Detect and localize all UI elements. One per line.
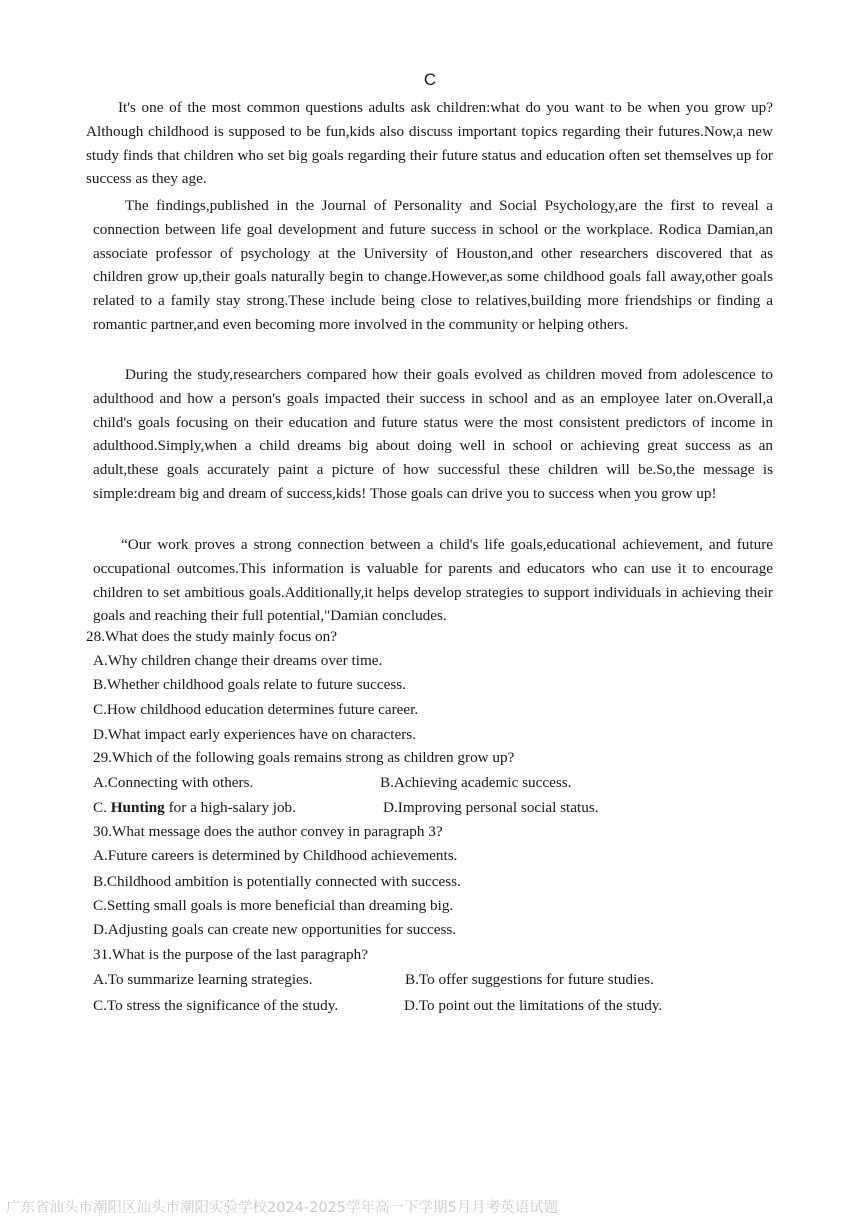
question-31-option-b: B.To offer suggestions for future studies. <box>405 971 654 988</box>
question-29-option-c <box>93 798 296 818</box>
question-29-option-c-bold: Hunting <box>110 799 165 816</box>
question-29-stem: 29.Which of the following goals remains strong as children grow up? <box>93 749 515 766</box>
question-28-option-c: C.How childhood education determines future career. <box>93 701 419 718</box>
paragraph-3: During the study,researchers compared how their goals evolved as children moved from adolescence to adulthood and how a person's goals impacted their success in school and as an employee later on.Overall,a child's goals focusing on their education and future status were the most consistent predictors of income in adulthood.Simply,when a child dreams big about doing well in school or achieving great success as an adult,these goals accurately paint a picture of how successful these children will be.So,the message is simple:dream big and dream of success,kids! Those goals can drive you to success when you grow up! <box>93 366 773 502</box>
question-31-option-d: D.To point out the limitations of the study. <box>404 997 663 1014</box>
question-30-stem: 30.What message does the author convey in paragraph 3? <box>93 823 443 840</box>
paragraph-1: It's one of the most common questions adults ask children:what do you want to be when you grow up?Although childhood is supposed to be fun,kids also discuss important topics regarding their futures.Now,a new study finds that children who set big goals regarding their future status and education often set themselves up for success as they age. <box>86 99 773 188</box>
paragraph-2: The findings,published in the Journal of Personality and Social Psychology,are the first to reveal a connection between life goal development and future success in school or the workplace. Rodica Damian,an associate professor of psychology at the University of Houston,and other researchers discovered that as children grow up,their goals naturally begin to change.However,as some childhood goals fall away,other goals related to a family stay strong.These include being close to relatives,building more friendships or finding a romantic partner,and even becoming more involved in the community or helping others. <box>93 197 773 333</box>
question-28-option-a: A.Why children change their dreams over time. <box>93 652 383 669</box>
question-30-option-d: D.Adjusting goals can create new opportunities for success. <box>93 921 457 938</box>
question-28-option-b: B.Whether childhood goals relate to future success. <box>93 676 406 693</box>
question-29-option-c-rest: for a high-salary job. <box>164 799 296 816</box>
question-29-option-d: D.Improving personal social status. <box>383 799 599 816</box>
question-30-option-a: A.Future careers is determined by Childhood achievements. <box>93 847 458 864</box>
footer-source: 广东省汕头市潮阳区汕头市潮阳实验学校2024-2025学年高一下学期5月月考英语试题 <box>6 1200 559 1216</box>
question-29-option-c-prefix: C. <box>93 799 111 816</box>
section-label: C <box>423 70 437 89</box>
question-28-stem: 28.What does the study mainly focus on? <box>86 628 337 645</box>
question-29-option-b: B.Achieving academic success. <box>380 774 572 791</box>
question-31-option-a: A.To summarize learning strategies. <box>93 971 313 988</box>
question-31-stem: 31.What is the purpose of the last paragraph? <box>93 946 368 963</box>
question-30-option-b: B.Childhood ambition is potentially connected with success. <box>93 873 461 890</box>
question-29-option-a: A.Connecting with others. <box>93 774 254 791</box>
question-31-option-c: C.To stress the significance of the study. <box>93 997 339 1014</box>
question-30-option-c: C.Setting small goals is more beneficial than dreaming big. <box>93 897 454 914</box>
paragraph-4: “Our work proves a strong connection between a child's life goals,educational achievement, and future occupational outcomes.This information is valuable for parents and educators who can use it to encourage children to set ambitious goals.Additionally,it helps develop strategies to support individuals in achieving their goals and reaching their full potential,"Damian concludes. <box>93 536 773 625</box>
question-28-option-d: D.What impact early experiences have on characters. <box>93 726 416 743</box>
